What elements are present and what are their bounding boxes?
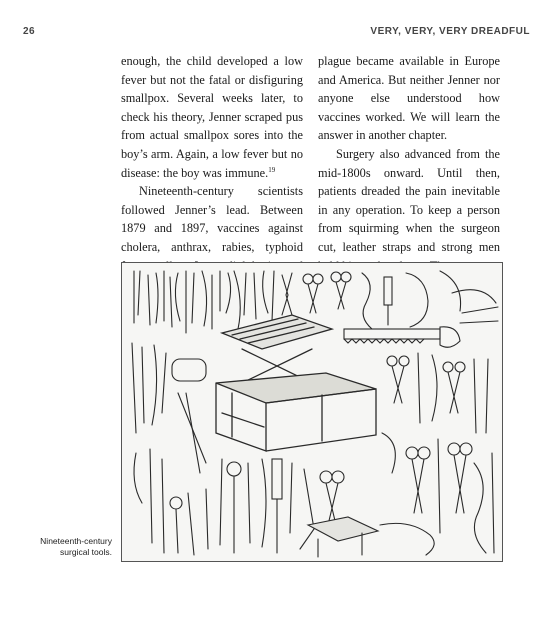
lower-instruments	[220, 459, 378, 557]
page-header	[23, 26, 530, 42]
engraving-drawing	[122, 263, 502, 561]
left-paragraph-2: Nineteenth-century scientists followed Jenner’s lead. Between 1879 and 1897, vaccines against cholera, anthrax, rabies, typhoid	[121, 184, 303, 254]
running-head: VERY, VERY, VERY DREADFUL	[370, 26, 530, 37]
bone-saw	[344, 327, 460, 347]
surgical-tools-illustration	[121, 262, 503, 562]
operating-table	[216, 315, 376, 451]
left-side-instruments	[132, 343, 208, 555]
right-side-instruments	[380, 353, 494, 555]
page-number: 26	[23, 26, 36, 37]
left-paragraph-1	[121, 52, 303, 182]
right-column	[318, 52, 500, 275]
left-paragraph-1-text: enough, the child developed a low fever but not the fatal or disfiguring smallpox. Several weeks later, to check his theory, Jenner scraped pus from actual smallpox sores into the boy’s arm. Again, a low fever but no disease: the boy was immune.	[121, 54, 303, 180]
left-column	[121, 52, 303, 294]
right-paragraph-1: plague became available in Europe and America. But neither Jenner nor anyone else understood how vaccines worked. We will learn the answer in another chapter.	[318, 54, 500, 143]
right-paragraph-2: Surgery also advanced from the mid-1800s onward. Until then, patients dreaded the pain inevitable in any operation. To keep a person from squirming when the surgeon cut, leather straps and strong men	[318, 146, 500, 254]
figure-caption: Nineteenth-century surgical tools.	[40, 536, 112, 557]
footnote-marker[interactable]: 19	[268, 165, 276, 174]
